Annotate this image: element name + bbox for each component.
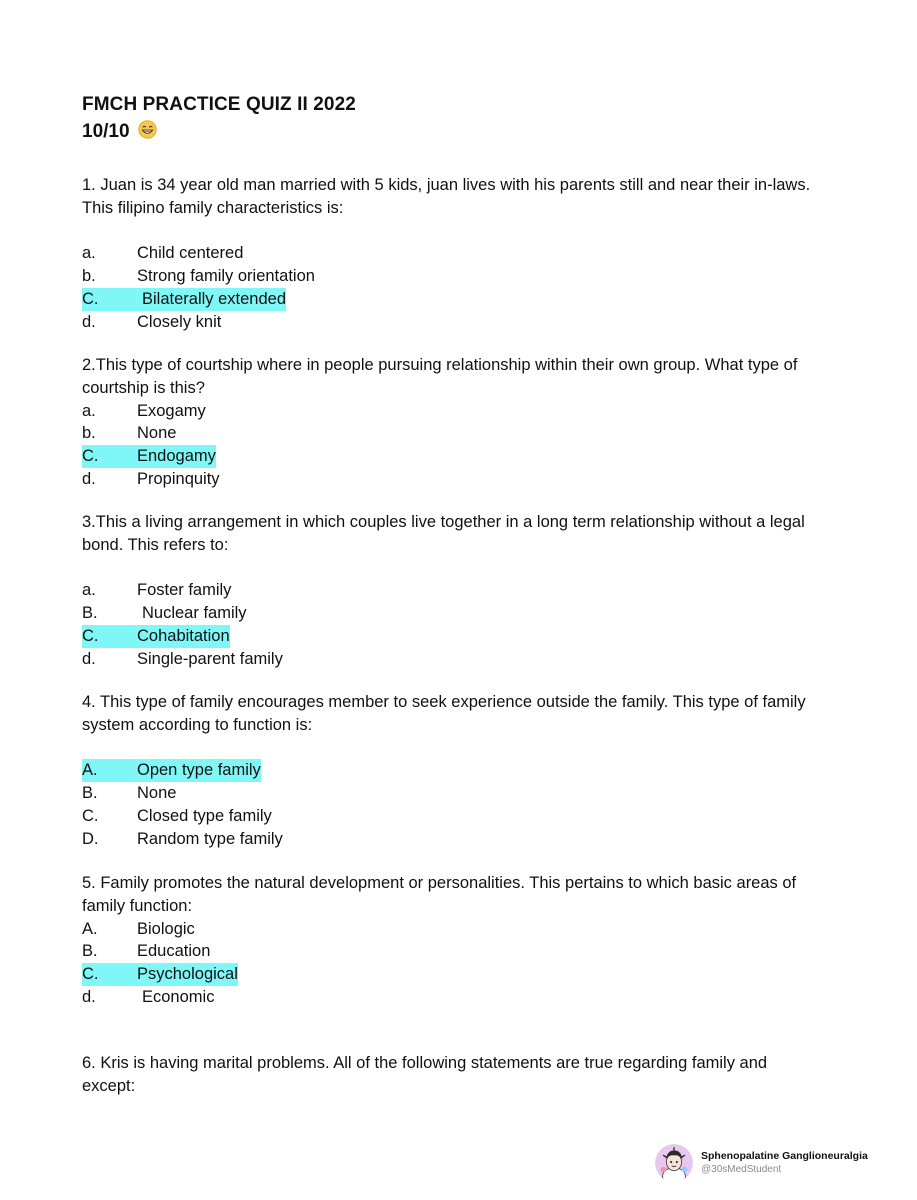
option-letter: d. — [82, 469, 96, 488]
option-letter: D. — [82, 829, 99, 848]
option-text: Closely knit — [137, 312, 222, 331]
options-list — [82, 242, 812, 333]
question-text: 5. Family promotes the natural development or personalities. This pertains to which basic areas of family function: — [82, 874, 797, 915]
watermark-handle: @30sMedStudent — [701, 1164, 782, 1175]
option-letter: C. — [82, 289, 99, 308]
option-c-correct — [82, 445, 812, 468]
options-list — [82, 579, 812, 670]
option-letter: C. — [82, 965, 99, 984]
option-letter: d. — [82, 649, 96, 668]
option-a — [82, 400, 812, 423]
option-letter: A. — [82, 761, 98, 780]
option-text: Foster family — [137, 581, 232, 600]
option-text: Endogamy — [137, 447, 216, 466]
option-c — [82, 805, 812, 828]
question-text: 1. Juan is 34 year old man married with 5 kids, juan lives with his parents still and near their in-laws. This filipino family characteristics is: — [82, 176, 811, 217]
option-b — [82, 782, 812, 805]
question-text: 2.This type of courtship where in people pursuing relationship within their own group. What type of courtship is this? — [82, 356, 798, 397]
option-text: Single-parent family — [137, 649, 283, 668]
question-2 — [82, 354, 812, 491]
option-text: None — [137, 424, 177, 443]
option-b — [82, 940, 812, 963]
option-text: Random type family — [137, 829, 283, 848]
option-letter: C. — [82, 626, 99, 645]
option-text: Strong family orientation — [137, 267, 315, 286]
option-text: Biologic — [137, 919, 195, 938]
question-text: 3.This a living arrangement in which couples live together in a long term relationship without a legal bond. This refers to: — [82, 513, 805, 554]
option-text: Economic — [142, 987, 215, 1006]
option-text: Nuclear family — [142, 604, 247, 623]
watermark-text — [701, 1150, 868, 1176]
option-text: Propinquity — [137, 469, 220, 488]
option-b — [82, 265, 812, 288]
option-text: None — [137, 784, 177, 803]
option-letter: d. — [82, 987, 96, 1006]
question-text: 6. Kris is having marital problems. All of the following statements are true regarding family and except: — [82, 1054, 768, 1095]
option-b — [82, 422, 812, 445]
question-4 — [82, 691, 812, 851]
options-list — [82, 918, 812, 1009]
option-letter: B. — [82, 942, 98, 961]
option-letter: a. — [82, 401, 96, 420]
option-letter: a. — [82, 581, 96, 600]
option-d — [82, 468, 812, 491]
option-text: Cohabitation — [137, 626, 230, 645]
option-text: Child centered — [137, 244, 244, 263]
option-letter: B. — [82, 604, 98, 623]
watermark-name: Sphenopalatine Ganglioneuralgia — [701, 1150, 868, 1162]
option-text: Bilaterally extended — [142, 289, 287, 308]
option-a — [82, 242, 812, 265]
option-a-correct — [82, 759, 812, 782]
question-5 — [82, 872, 812, 1009]
option-letter: b. — [82, 424, 96, 443]
option-c-correct — [82, 288, 812, 311]
option-d — [82, 828, 812, 851]
option-text: Closed type family — [137, 806, 272, 825]
option-d — [82, 648, 812, 671]
option-b — [82, 602, 812, 625]
option-d — [82, 986, 812, 1009]
option-letter: d. — [82, 312, 96, 331]
cartoon-avatar-icon — [655, 1144, 693, 1182]
option-letter: B. — [82, 784, 98, 803]
option-letter: A. — [82, 919, 98, 938]
option-text: Exogamy — [137, 401, 206, 420]
title-block — [82, 92, 356, 146]
option-letter: C. — [82, 806, 99, 825]
option-text: Open type family — [137, 761, 261, 780]
option-a — [82, 579, 812, 602]
option-c-correct — [82, 963, 812, 986]
question-text: 4. This type of family encourages member to seek experience outside the family. This type of family system according to function is: — [82, 693, 806, 734]
option-letter: b. — [82, 267, 96, 286]
options-list — [82, 400, 812, 491]
option-text: Education — [137, 942, 211, 961]
option-a — [82, 918, 812, 941]
option-d — [82, 311, 812, 334]
grinning-face-icon — [138, 120, 157, 139]
document-title: FMCH PRACTICE QUIZ II 2022 — [82, 94, 356, 115]
option-text: Psychological — [137, 965, 238, 984]
question-6 — [82, 1052, 812, 1098]
watermark — [655, 1144, 868, 1182]
question-3 — [82, 511, 812, 671]
options-list — [82, 759, 812, 850]
option-letter: C. — [82, 447, 99, 466]
option-letter: a. — [82, 244, 96, 263]
score-value: 10/10 — [82, 121, 130, 142]
question-1 — [82, 174, 812, 334]
score-line — [82, 118, 356, 146]
option-c-correct — [82, 625, 812, 648]
